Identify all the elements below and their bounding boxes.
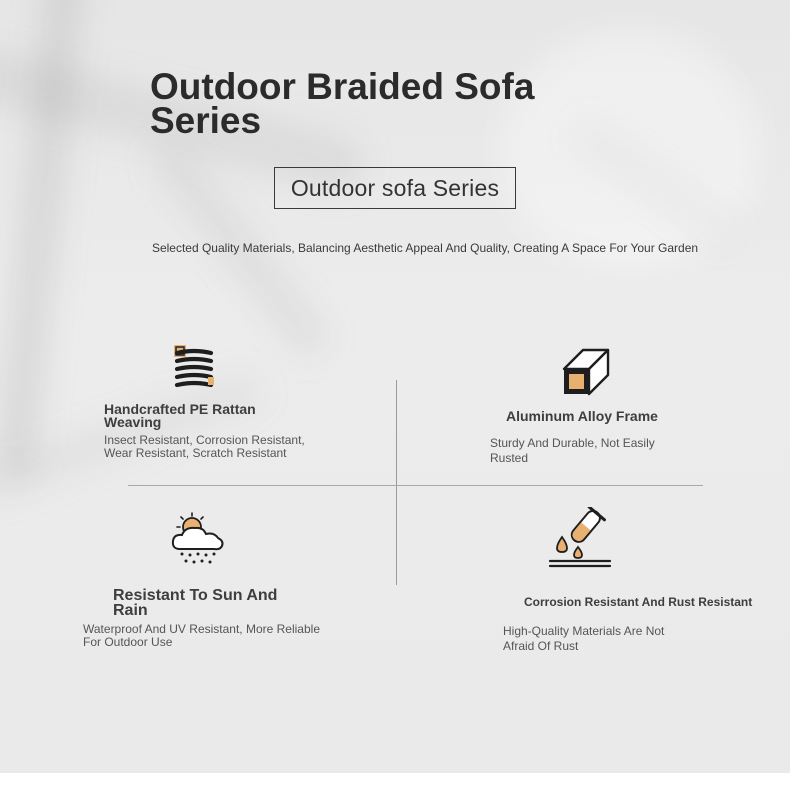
sun-rain-cloud-icon (168, 511, 228, 567)
feature-title-aluminum: Aluminum Alloy Frame (506, 408, 658, 424)
feature-title-corrosion: Corrosion Resistant And Rust Resistant (524, 595, 753, 609)
series-label-box: Outdoor sofa Series (274, 167, 516, 209)
test-tube-icon (548, 507, 614, 571)
page-title: Outdoor Braided Sofa Series (150, 66, 535, 141)
feature-desc-rattan: Insect Resistant, Corrosion Resistant, Wear Resistant, Scratch Resistant (104, 433, 305, 460)
feature-desc-sun-rain: Waterproof And UV Resistant, More Reliable For Outdoor Use (83, 622, 320, 649)
feature-desc-aluminum: Sturdy And Durable, Not Easily Rusted (490, 436, 655, 465)
grid-divider-vertical (396, 380, 397, 585)
grid-divider-horizontal (128, 485, 703, 486)
feature-desc-corrosion: High-Quality Materials Are Not Afraid Of Rust (503, 624, 665, 653)
feature-title-rattan: Handcrafted PE Rattan Weaving (104, 401, 256, 430)
aluminum-tube-icon (561, 347, 611, 397)
feature-title-sun-rain: Resistant To Sun And Rain (113, 587, 278, 619)
rattan-coil-icon (170, 343, 216, 393)
tagline: Selected Quality Materials, Balancing Aesthetic Appeal And Quality, Creating A Space For Your Garden (151, 241, 699, 255)
